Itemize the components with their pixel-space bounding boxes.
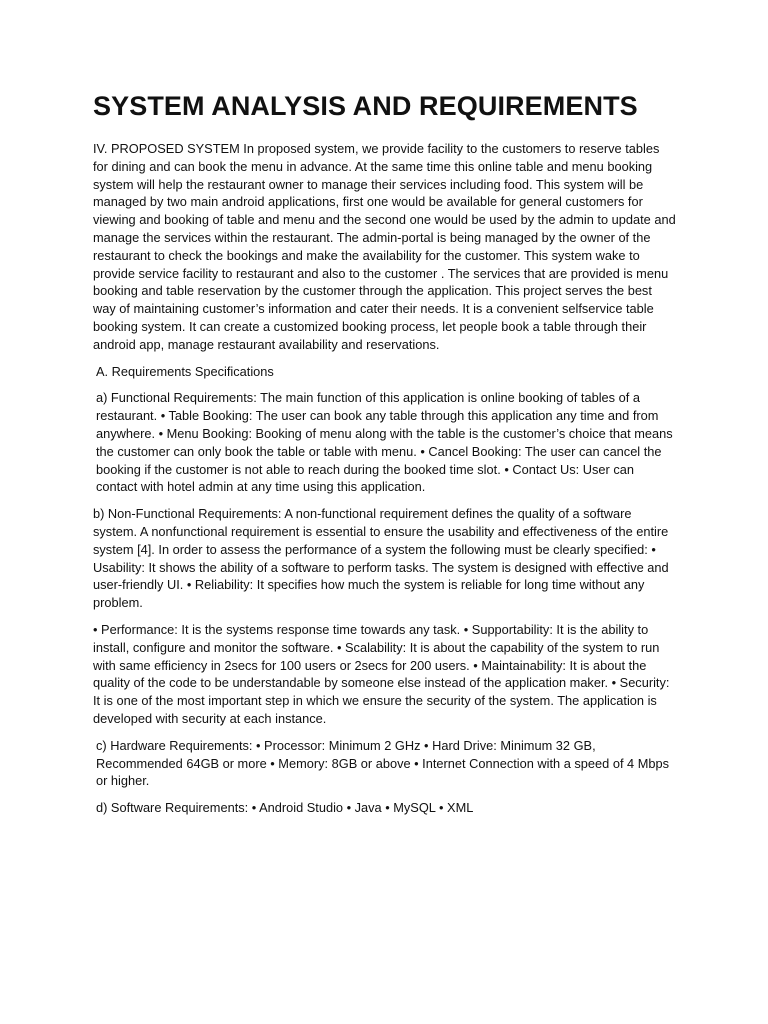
document-title: SYSTEM ANALYSIS AND REQUIREMENTS bbox=[93, 91, 638, 121]
document-body bbox=[93, 86, 677, 826]
functional-requirements-paragraph: a) Functional Requirements: The main function of this application is online booking of tables of a restaurant. • Table Booking: The user can book any table through this application any time and from anywhere. • Menu Booking: Booking of menu along with the table is the customer’s choice that means the customer can only book the table or table with menu. • Cancel Booking: The user can cancel the booking if the customer is not able to reach during the booked time slot. • Contact Us: User can contact with hotel admin at any time using this application. bbox=[96, 390, 673, 495]
hardware-requirements-paragraph: c) Hardware Requirements: • Processor: Minimum 2 GHz • Hard Drive: Minimum 32 GB, Recommended 64GB or more • Memory: 8GB or above • Internet Connection with a speed of 4 Mbps or higher. bbox=[96, 737, 670, 789]
non-functional-requirements-paragraph: b) Non-Functional Requirements: A non-functional requirement defines the quality of a software system. A nonfunctional requirement is essential to ensure the usability and effectiveness of the entire system [4]. In order to assess the performance of a system the following must be clearly specified: • Usability: It shows the ability of a software to perform tasks. The system is designed with effective and user-friendly UI. • Reliability: It specifies how much the system is reliable for long time without any problem. bbox=[93, 506, 669, 611]
proposed-system-paragraph: IV. PROPOSED SYSTEM In proposed system, we provide facility to the customers to reserve tables for dining and can book the menu in advance. At the same time this online table and menu booking system will help the restaurant owner to manage their services including food. This system will be managed by two main android applications, first one would be available for general customers for viewing and booking of table and menu and the second one would be used by the admin to update and manage the services within the restaurant. The admin-portal is being managed by the owner of the restaurant to check the bookings and make the availability for the customer. This system wake to provide service facility to restaurant and also to the customer . The services that are provided is menu booking and table reservation by the customer through the application. This project serves the best way of maintaining customer’s information and cater their needs. It is a convenient selfservice table booking system. It can create a customized booking process, let people book a table through their android app, manage restaurant availability and reservations. bbox=[93, 141, 676, 352]
requirements-specifications-heading: A. Requirements Specifications bbox=[96, 363, 274, 379]
quality-attributes-paragraph: • Performance: It is the systems response time towards any task. • Supportability: It is the ability to install, configure and monitor the software. • Scalability: It is about the capability of the system to run with same efficiency in 2secs for 100 users or 2secs for 200 users. • Maintainability: It is about the quality of the code to be understandable by someone else instead of the application maker. • Security: It is one of the most important step in which we ensure the security of the system. The application is developed with security at each instance. bbox=[93, 621, 670, 726]
software-requirements-paragraph: d) Software Requirements: • Android Studio • Java • MySQL • XML bbox=[96, 800, 474, 816]
